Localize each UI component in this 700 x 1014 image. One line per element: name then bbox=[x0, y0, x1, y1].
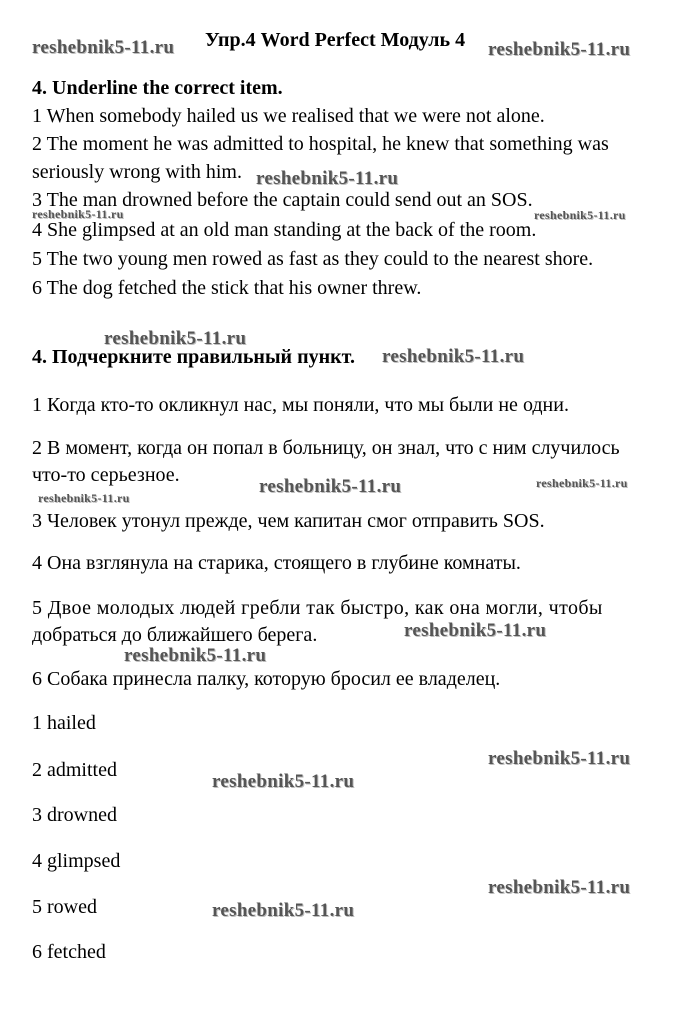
english-item-5: 5 The two young men rowed as fast as they could to the nearest shore. bbox=[32, 248, 594, 270]
answer-2: 2 admitted bbox=[32, 759, 117, 781]
russian-item-3: 3 Человек утонул прежде, чем капитан смог отправить SOS. bbox=[32, 510, 545, 532]
watermark: reshebnik5-11.ru bbox=[104, 328, 247, 349]
watermark: reshebnik5-11.ru bbox=[38, 491, 130, 505]
watermark: reshebnik5-11.ru bbox=[382, 346, 525, 367]
watermark: reshebnik5-11.ru bbox=[488, 877, 631, 898]
page-title: Упр.4 Word Perfect Модуль 4 bbox=[205, 29, 466, 51]
english-item-2-cont: seriously wrong with him. bbox=[32, 161, 242, 183]
answer-3: 3 drowned bbox=[32, 804, 117, 826]
watermark: reshebnik5-11.ru bbox=[32, 37, 175, 58]
russian-heading: 4. Подчеркните правильный пункт. bbox=[32, 346, 355, 368]
russian-item-5: 5 Двое молодых людей гребли так быстро, как она могли, чтобы bbox=[32, 597, 603, 619]
answer-6: 6 fetched bbox=[32, 941, 106, 963]
watermark: reshebnik5-11.ru bbox=[259, 476, 402, 497]
english-item-1: 1 When somebody hailed us we realised that we were not alone. bbox=[32, 105, 545, 127]
watermark: reshebnik5-11.ru bbox=[536, 476, 628, 490]
english-heading: 4. Underline the correct item. bbox=[32, 77, 283, 99]
watermark: reshebnik5-11.ru bbox=[32, 207, 124, 221]
watermark: reshebnik5-11.ru bbox=[256, 168, 399, 189]
watermark: reshebnik5-11.ru bbox=[534, 208, 626, 222]
answer-5: 5 rowed bbox=[32, 896, 97, 918]
english-item-2: 2 The moment he was admitted to hospital, he knew that something was bbox=[32, 133, 609, 155]
watermark: reshebnik5-11.ru bbox=[488, 39, 631, 60]
russian-item-5-cont: добраться до ближайшего берега. bbox=[32, 624, 318, 646]
watermark: reshebnik5-11.ru bbox=[212, 900, 355, 921]
english-item-4: 4 She glimpsed at an old man standing at the back of the room. bbox=[32, 219, 537, 241]
answer-4: 4 glimpsed bbox=[32, 850, 121, 872]
answer-1: 1 hailed bbox=[32, 712, 96, 734]
watermark: reshebnik5-11.ru bbox=[488, 748, 631, 769]
russian-item-2-cont: что-то серьезное. bbox=[32, 464, 180, 486]
russian-item-6: 6 Собака принесла палку, которую бросил ее владелец. bbox=[32, 668, 501, 690]
watermark: reshebnik5-11.ru bbox=[212, 771, 355, 792]
english-item-6: 6 The dog fetched the stick that his owner threw. bbox=[32, 277, 422, 299]
russian-item-4: 4 Она взглянула на старика, стоящего в глубине комнаты. bbox=[32, 552, 521, 574]
watermark: reshebnik5-11.ru bbox=[404, 620, 547, 641]
watermark: reshebnik5-11.ru bbox=[124, 645, 267, 666]
english-item-3: 3 The man drowned before the captain could send out an SOS. bbox=[32, 189, 533, 211]
russian-item-2: 2 В момент, когда он попал в больницу, он знал, что с ним случилось bbox=[32, 437, 620, 459]
russian-item-1: 1 Когда кто-то окликнул нас, мы поняли, что мы были не одни. bbox=[32, 394, 569, 416]
